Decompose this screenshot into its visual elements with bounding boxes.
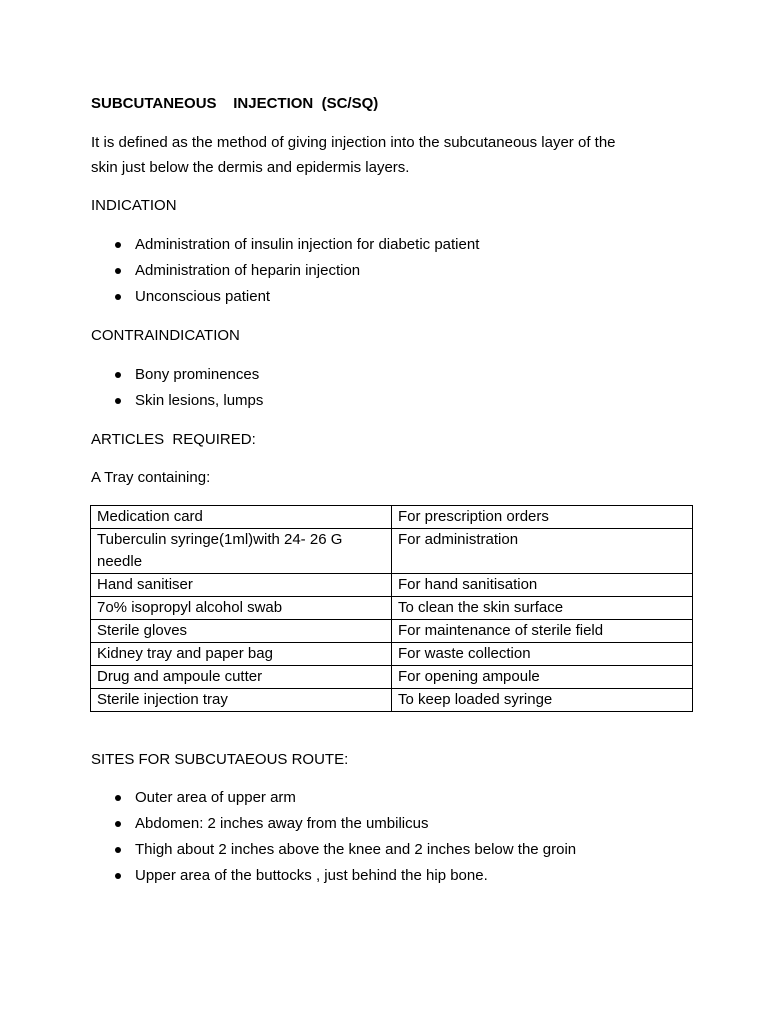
table-cell-purpose: For waste collection xyxy=(392,643,693,666)
table-row xyxy=(91,666,693,689)
indication-heading: INDICATION xyxy=(91,197,177,214)
tray-subheading: A Tray containing: xyxy=(91,469,211,486)
list-item: Thigh about 2 inches above the knee and 2 inches below the groin xyxy=(91,840,576,866)
sites-list xyxy=(91,788,576,892)
definition-line-1: It is defined as the method of giving injection into the subcutaneous layer of the xyxy=(91,134,616,151)
table-cell-purpose: For hand sanitisation xyxy=(392,574,693,597)
list-item: Abdomen: 2 inches away from the umbilicus xyxy=(91,814,576,840)
articles-table xyxy=(90,505,693,712)
table-cell-article: Sterile gloves xyxy=(91,620,392,643)
contraindication-heading: CONTRAINDICATION xyxy=(91,327,240,344)
articles-heading: ARTICLES REQUIRED: xyxy=(91,431,256,448)
table-row xyxy=(91,529,693,574)
table-cell-article: Sterile injection tray xyxy=(91,689,392,712)
table-row xyxy=(91,506,693,529)
table-cell-article: Tuberculin syringe(1ml)with 24- 26 G needle xyxy=(91,529,392,574)
list-item: Skin lesions, lumps xyxy=(91,391,263,417)
table-cell-purpose: For maintenance of sterile field xyxy=(392,620,693,643)
table-row xyxy=(91,689,693,712)
list-item: Upper area of the buttocks , just behind the hip bone. xyxy=(91,866,576,892)
table-row xyxy=(91,574,693,597)
list-item: Outer area of upper arm xyxy=(91,788,576,814)
table-cell-purpose: To clean the skin surface xyxy=(392,597,693,620)
list-item: Administration of insulin injection for diabetic patient xyxy=(91,235,479,261)
list-item: Bony prominences xyxy=(91,365,263,391)
table-cell-article: Kidney tray and paper bag xyxy=(91,643,392,666)
table-row xyxy=(91,620,693,643)
table-row xyxy=(91,597,693,620)
list-item: Administration of heparin injection xyxy=(91,261,479,287)
table-cell-purpose: For administration xyxy=(392,529,693,574)
table-cell-article: Drug and ampoule cutter xyxy=(91,666,392,689)
table-cell-purpose: For prescription orders xyxy=(392,506,693,529)
sites-heading: SITES FOR SUBCUTAEOUS ROUTE: xyxy=(91,751,349,768)
indication-list xyxy=(91,235,479,313)
definition-line-2: skin just below the dermis and epidermis layers. xyxy=(91,159,410,176)
table-cell-purpose: To keep loaded syringe xyxy=(392,689,693,712)
table-cell-article: Hand sanitiser xyxy=(91,574,392,597)
contraindication-list xyxy=(91,365,263,417)
page-title: SUBCUTANEOUS INJECTION (SC/SQ) xyxy=(91,95,379,112)
table-cell-article: 7o% isopropyl alcohol swab xyxy=(91,597,392,620)
table-row xyxy=(91,643,693,666)
table-cell-article: Medication card xyxy=(91,506,392,529)
list-item: Unconscious patient xyxy=(91,287,479,313)
table-cell-purpose: For opening ampoule xyxy=(392,666,693,689)
